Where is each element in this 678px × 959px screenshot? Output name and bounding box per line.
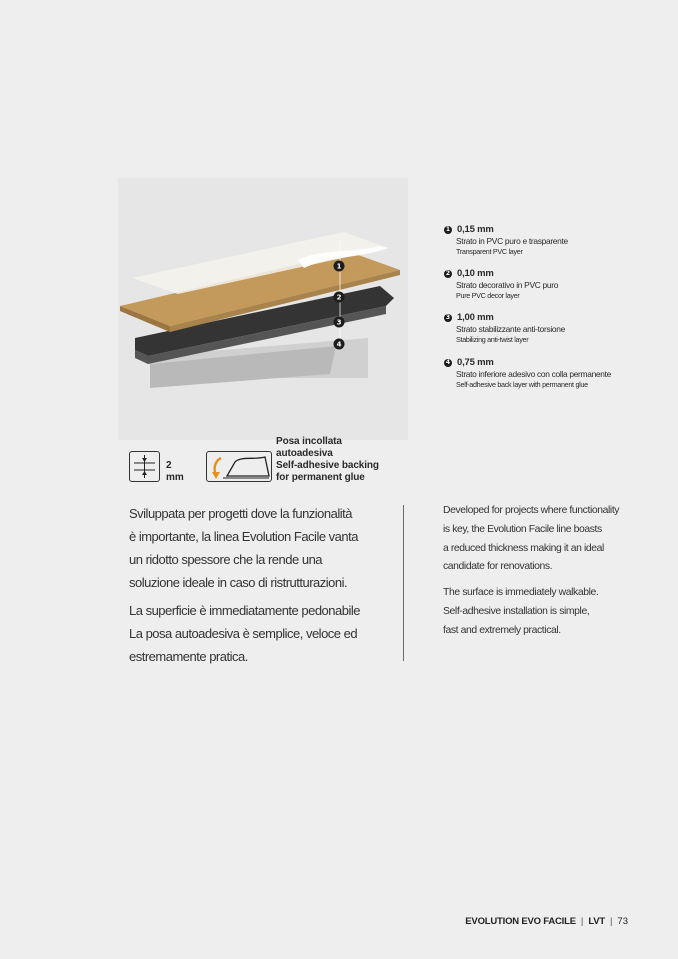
- paragraph-en-1: [443, 502, 658, 577]
- text-line: Self-adhesive installation is simple,: [443, 605, 590, 617]
- footer-brand: EVOLUTION EVO FACILE: [465, 916, 576, 927]
- column-divider: [403, 505, 404, 661]
- thickness-unit: mm: [166, 471, 184, 483]
- spec-number: 3: [445, 314, 451, 321]
- svg-text:2: 2: [336, 293, 342, 302]
- text-line: Developed for projects where functionality: [443, 505, 620, 516]
- spec-number: 2: [445, 270, 451, 277]
- spec-layer-2: [444, 269, 664, 300]
- text-line: un ridotto spessore che la rende una: [129, 552, 323, 567]
- layer-diagram: [118, 178, 408, 440]
- layer-badge-1: [334, 261, 345, 272]
- layer-badge-3: [334, 317, 345, 328]
- self-adhesive-label: [276, 436, 379, 484]
- spec-desc-it: Strato decorativo in PVC puro: [456, 279, 559, 290]
- adhesive-en-line1: Self-adhesive backing: [276, 460, 379, 471]
- page-number: 73: [617, 916, 628, 927]
- spec-desc-it: Strato inferiore adesivo con colla permanente: [456, 368, 612, 379]
- spec-number: 4: [445, 359, 451, 366]
- text-line: candidate for renovations.: [443, 561, 553, 573]
- spec-thickness: 0,15 mm: [457, 224, 494, 235]
- paragraph-it-1: [129, 502, 399, 594]
- text-line: soluzione ideale in caso di ristrutturazioni.: [129, 575, 348, 590]
- text-line: The surface is immediately walkable.: [443, 587, 599, 598]
- svg-text:1: 1: [336, 262, 342, 271]
- adhesive-it-line1: Posa incollata: [276, 436, 342, 447]
- thickness-label: [166, 460, 184, 483]
- svg-text:3: 3: [336, 318, 342, 327]
- spec-layer-4: [444, 358, 664, 389]
- spec-thickness: 1,00 mm: [457, 312, 494, 323]
- adhesive-it-line2: autoadesiva: [276, 448, 333, 459]
- text-line: è importante, la linea Evolution Facile vanta: [129, 529, 358, 544]
- footer-separator: |: [580, 916, 584, 927]
- paragraph-en-2: [443, 584, 658, 640]
- page-footer: [465, 916, 628, 927]
- spec-desc-en: Stabilizing anti-twist layer: [456, 334, 529, 344]
- spec-desc-it: Strato in PVC puro e trasparente: [456, 235, 568, 246]
- text-line: fast and extremely practical.: [443, 624, 561, 636]
- spec-thickness: 0,10 mm: [457, 268, 494, 279]
- thickness-icon: [129, 451, 160, 482]
- text-line: a reduced thickness making it an ideal: [443, 542, 604, 554]
- layer-badge-4: [334, 339, 345, 350]
- spec-desc-en: Pure PVC decor layer: [456, 290, 520, 300]
- spec-desc-en: Self-adhesive back layer with permanent glue: [456, 379, 588, 389]
- text-line: Sviluppata per progetti dove la funzionalità: [129, 506, 352, 521]
- adhesive-en-line2: for permanent glue: [276, 472, 365, 483]
- svg-text:4: 4: [336, 340, 342, 349]
- spec-layer-3: [444, 313, 664, 344]
- text-line: La superficie è immediatamente pedonabile: [129, 603, 360, 618]
- spec-desc-it: Strato stabilizzante anti-torsione: [456, 323, 565, 334]
- footer-section: LVT: [588, 916, 605, 927]
- text-line: is key, the Evolution Facile line boasts: [443, 523, 602, 535]
- self-adhesive-icon: [206, 451, 272, 482]
- spec-thickness: 0,75 mm: [457, 357, 494, 368]
- spec-number: 1: [445, 226, 451, 233]
- thickness-value: 2: [166, 460, 172, 471]
- spec-layer-1: [444, 225, 664, 256]
- text-line: estremamente pratica.: [129, 649, 248, 664]
- footer-separator: |: [609, 916, 613, 927]
- layer-badge-2: [334, 292, 345, 303]
- text-line: La posa autoadesiva è semplice, veloce ed: [129, 626, 358, 641]
- paragraph-it-2: [129, 599, 399, 668]
- spec-desc-en: Transparent PVC layer: [456, 246, 523, 256]
